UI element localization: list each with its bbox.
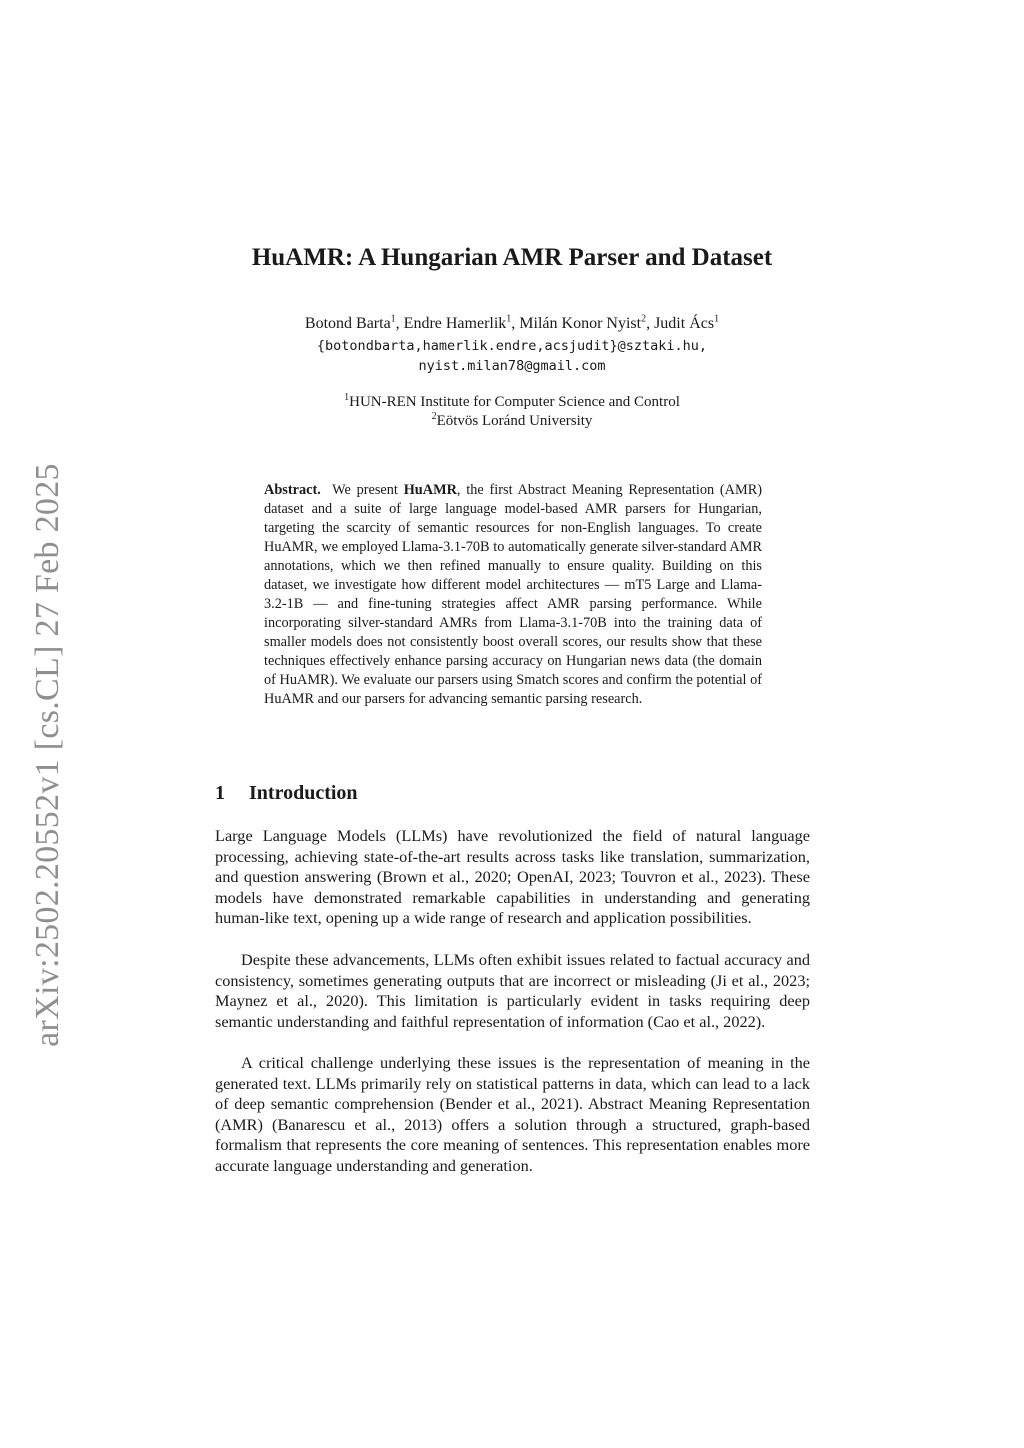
author-affiliation-mark: 1 [714, 313, 720, 325]
author-emails-line-2: nyist.milan78@gmail.com [418, 358, 606, 374]
paper-title: HuAMR: A Hungarian AMR Parser and Dataset [251, 244, 773, 271]
arxiv-watermark: arXiv:2502.20552v1 [cs.CL] 27 Feb 2025 [29, 463, 66, 1047]
author-affiliation-mark: 1 [390, 313, 396, 325]
affiliation-name: HUN-REN Institute for Computer Science and Control [349, 394, 680, 410]
affiliation-1 [0, 392, 1024, 412]
abstract-text: , the first Abstract Meaning Representation (AMR) dataset and a suite of large language model-based AMR parsers for Hungarian, targeting the scarcity of semantic resources for non-English languages. To create HuAMR, we employed Llama-3.1-70B to automatically generate silver-standard AMR annotations, which we then refined manually to ensure quality. Building on this dataset, we investigate how different model architectures — mT5 Large and Llama-3.2-1B — and fine-tuning strategies affect AMR parsing performance. While incorporating silver-standard AMRs from Llama-3.1-70B into the training data of smaller models does not consistently boost overall scores, our results show that these techniques effectively enhance parsing accuracy on Hungarian news data (the domain of HuAMR). We evaluate our parsers using Smatch scores and confirm the potential of HuAMR and our parsers for advancing semantic parsing research. [264, 482, 763, 707]
author-list: Botond Barta$^1$, Endre Hamerlik$^1$, Milán Konor Nyist$^2$, Judit Ács$^1$ [304, 313, 720, 332]
author-name: Botond Barta [304, 315, 391, 332]
section-heading-introduction [215, 782, 358, 805]
abstract-intro: We present [332, 482, 398, 498]
abstract-dataset-name: HuAMR [403, 482, 457, 498]
body-paragraph: A critical challenge underlying these issues is the representation of meaning in the generated text. LLMs primarily rely on statistical patterns in data, which can lead to a lack of deep semantic comprehension (Bender et al., 2021). Abstract Meaning Representation (AMR) (Banarescu et al., 2013) offers a solution through a structured, graph-based formalism that represents the core meaning of sentences. This representation enables more accurate language understanding and generation. [215, 1053, 810, 1175]
author-affiliation-mark: 2 [641, 313, 647, 325]
section-number: 1 [215, 782, 225, 804]
author-emails-line-1: {botondbarta,hamerlik.endre,acsjudit}@sztaki.hu, [316, 338, 708, 354]
author-name: Judit Ács [654, 315, 715, 332]
affiliation-name: Eötvös Loránd University [436, 413, 593, 429]
section-title: Introduction [249, 782, 358, 804]
body-paragraph: Large Language Models (LLMs) have revolutionized the field of natural language processing, achieving state-of-the-art results across tasks like translation, summarization, and question answering (Brown et al., 2020; OpenAI, 2023; Touvron et al., 2023). These models have demonstrated remarkable capabilities in understanding and generating human-like text, opening up a wide range of research and application possibilities. [215, 826, 810, 928]
abstract [264, 481, 762, 709]
author-name: Milán Konor Nyist [519, 315, 642, 332]
body-paragraph: Despite these advancements, LLMs often exhibit issues related to factual accuracy and consistency, sometimes generating outputs that are incorrect or misleading (Ji et al., 2023; Maynez et al., 2020). This limitation is particularly evident in tasks requiring deep semantic understanding and faithful representation of information (Cao et al., 2022). [215, 950, 810, 1031]
affiliation-mark: 1 [344, 392, 350, 403]
affiliation-2 [0, 411, 1024, 431]
author-affiliation-mark: 1 [506, 313, 512, 325]
affiliation-mark: 2 [431, 411, 437, 422]
abstract-label: Abstract. [264, 482, 321, 498]
author-name: Endre Hamerlik [403, 315, 507, 332]
